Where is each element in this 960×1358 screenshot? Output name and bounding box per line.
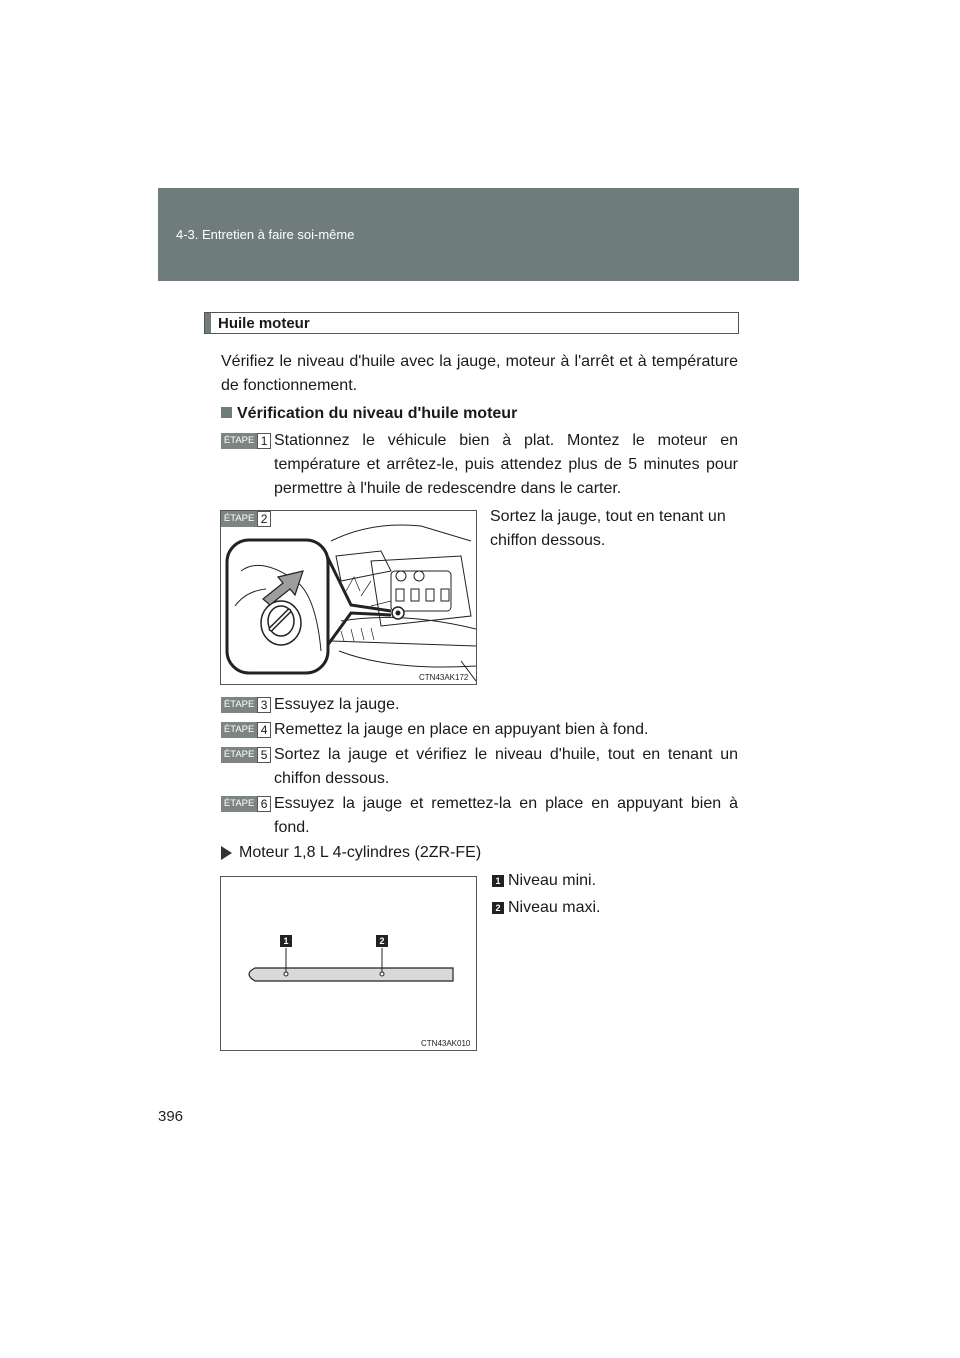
step-number: 3 bbox=[257, 697, 271, 713]
step-4-text: Remettez la jauge en place en appuyant bien à fond. bbox=[274, 721, 649, 738]
min-level-marker: 1 bbox=[280, 935, 292, 947]
step-badge-3 bbox=[221, 697, 271, 713]
square-bullet-icon bbox=[221, 407, 232, 418]
page-number: 396 bbox=[158, 1108, 184, 1125]
triangle-bullet-icon bbox=[221, 846, 232, 860]
step-number: 4 bbox=[257, 722, 271, 738]
legend-item-max bbox=[492, 899, 600, 917]
legend-text: Niveau mini. bbox=[508, 872, 597, 889]
chapter-title: 4-3. Entretien à faire soi-même bbox=[176, 227, 355, 242]
step-number: 6 bbox=[257, 796, 271, 812]
step-badge-5 bbox=[221, 747, 271, 763]
section-title-bar bbox=[205, 313, 211, 333]
subheading bbox=[221, 405, 517, 423]
step-number: 5 bbox=[257, 747, 271, 763]
step-label: ÉTAPE bbox=[221, 747, 257, 763]
step-badge-1 bbox=[221, 433, 271, 449]
max-level-marker: 2 bbox=[376, 935, 388, 947]
engine-bay-illustration bbox=[221, 511, 476, 684]
step-label: ÉTAPE bbox=[221, 697, 257, 713]
dipstick-illustration bbox=[221, 877, 476, 1050]
legend-marker: 1 bbox=[492, 875, 504, 887]
dipstick-location-figure bbox=[220, 510, 477, 685]
step-badge-2 bbox=[221, 511, 271, 527]
figure-code: CTN43AK172 bbox=[419, 673, 469, 682]
step-badge-6 bbox=[221, 796, 271, 812]
legend-item-min bbox=[492, 872, 596, 890]
dipstick-level-figure bbox=[220, 876, 477, 1051]
step-badge-4 bbox=[221, 722, 271, 738]
figure-code: CTN43AK010 bbox=[421, 1039, 471, 1048]
legend-text: Niveau maxi. bbox=[508, 899, 601, 916]
step-6-text: Essuyez la jauge et remettez-la en place en appuyant bien à fond. bbox=[274, 795, 738, 836]
step-2-text: Sortez la jauge, tout en tenant un chiffon dessous. bbox=[490, 508, 726, 549]
step-label: ÉTAPE bbox=[221, 511, 257, 527]
step-label: ÉTAPE bbox=[221, 722, 257, 738]
step-number: 1 bbox=[257, 433, 271, 449]
legend-marker: 2 bbox=[492, 902, 504, 914]
step-label: ÉTAPE bbox=[221, 796, 257, 812]
section-title-box bbox=[204, 312, 739, 334]
engine-note: Moteur 1,8 L 4-cylindres (2ZR-FE) bbox=[239, 844, 482, 861]
intro-paragraph: Vérifiez le niveau d'huile avec la jauge, moteur à l'arrêt et à température de fonctionnement. bbox=[221, 353, 738, 394]
chapter-header bbox=[158, 188, 799, 281]
step-3-text: Essuyez la jauge. bbox=[274, 696, 400, 713]
section-title: Huile moteur bbox=[218, 315, 310, 332]
step-5-text: Sortez la jauge et vérifiez le niveau d'huile, tout en tenant un chiffon dessous. bbox=[274, 746, 738, 787]
subheading-text: Vérification du niveau d'huile moteur bbox=[237, 405, 518, 422]
step-label: ÉTAPE bbox=[221, 433, 257, 449]
step-number: 2 bbox=[257, 511, 271, 527]
step-1-text: Stationnez le véhicule bien à plat. Montez le moteur en température et arrêtez-le, puis attendez plus de 5 minutes pour permettre à l'huile de redescendre dans le carter. bbox=[274, 432, 738, 497]
